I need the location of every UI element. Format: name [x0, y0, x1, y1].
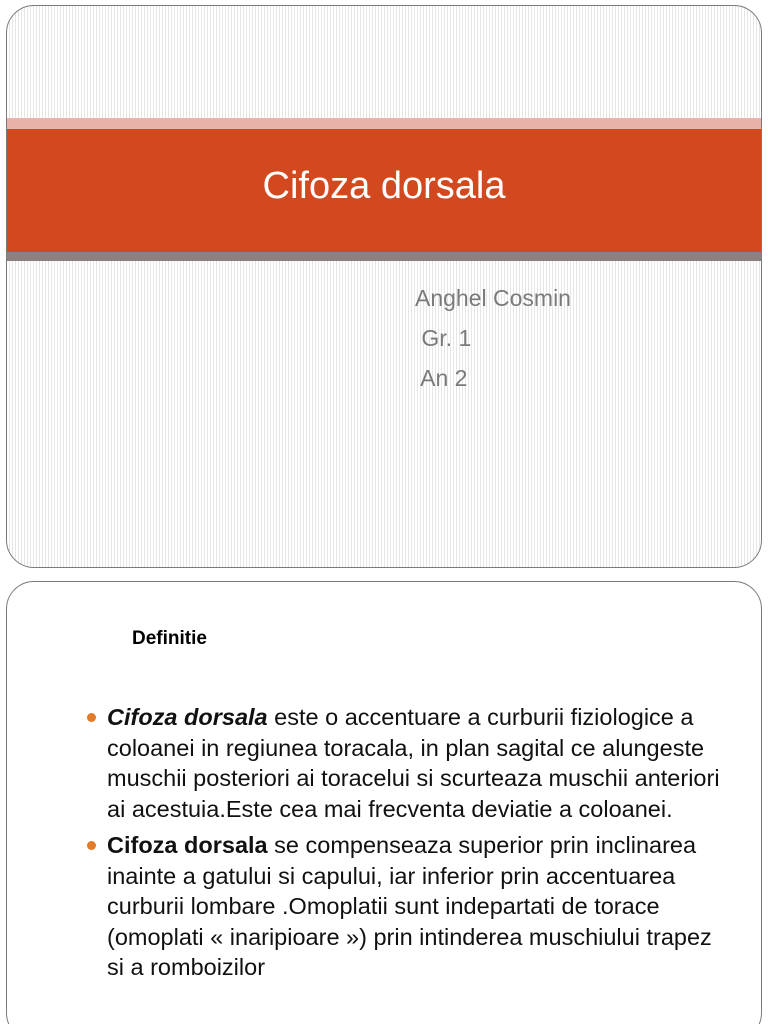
title-slide	[6, 5, 762, 568]
bullet-text: este o accentuare a curburii fiziologice a coloanei in regiunea toracala, in plan sagital ce alungeste muschii posteriori ai toracelui si scurteaza muschii anteriori ai acestuia.Este cea mai frecventa deviatie a coloanei.	[107, 704, 720, 822]
slide-heading: Definitie	[132, 628, 207, 649]
bullet-item	[85, 702, 735, 824]
title-band-top-stripe	[7, 118, 761, 129]
slide-title: Cifoza dorsala	[262, 165, 506, 207]
slide-subtitle	[415, 278, 571, 398]
title-band-bottom-stripe	[7, 252, 761, 261]
group-label: Gr. 1	[415, 325, 472, 351]
year-label: An 2	[415, 365, 468, 391]
author-name: Anghel Cosmin	[415, 285, 571, 311]
bullet-lead: Cifoza dorsala	[107, 704, 268, 730]
bullet-dot-icon	[87, 841, 96, 850]
definition-slide	[6, 581, 762, 1024]
bullet-list	[85, 702, 735, 989]
bullet-item	[85, 830, 735, 983]
bullet-text: se compenseaza superior prin inclinarea inainte a gatului si capului, iar inferior prin accentuarea curburii lombare .Omoplatii sunt indepartati de torace (omoplati « inaripioare ») prin intinderea muschiului trapez si a romboizilor	[107, 832, 712, 980]
bullet-dot-icon	[87, 713, 96, 722]
title-band	[7, 129, 761, 252]
bullet-lead: Cifoza dorsala	[107, 832, 268, 858]
